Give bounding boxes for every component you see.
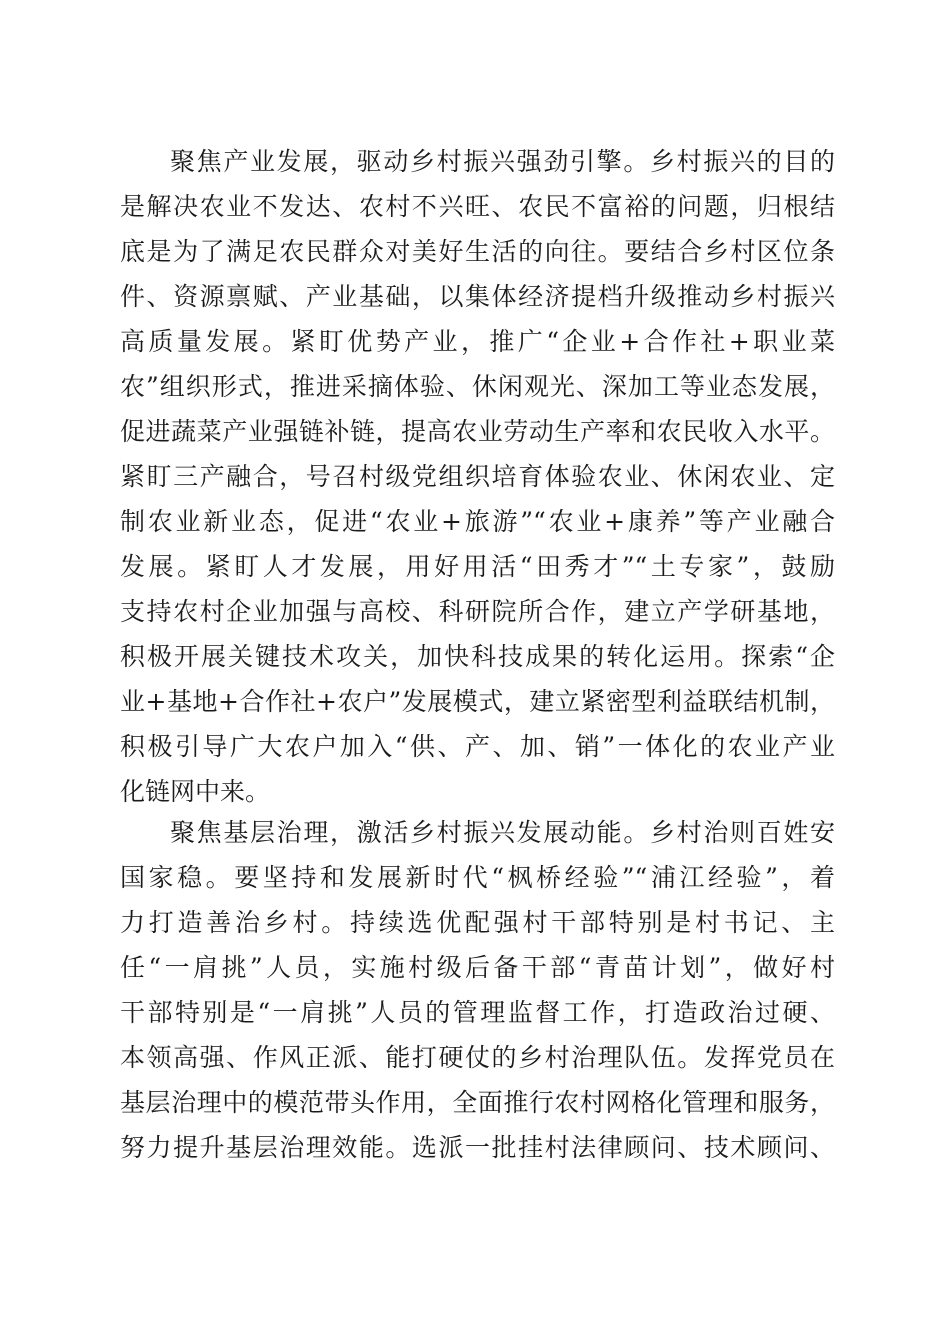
text-line: 促进蔬菜产业强链补链，提高农业劳动生产率和农民收入水平。 xyxy=(120,417,835,446)
text-line: 国家稳。要坚持和发展新时代“枫桥经验”“浦江经验”，着 xyxy=(120,863,835,892)
text-line: 力打造善治乡村。持续选优配强村干部特别是村书记、主 xyxy=(120,908,835,937)
text-line: 积极引导广大农户加入“供、产、加、销”一体化的农业产业 xyxy=(120,732,835,761)
text-line: 干部特别是“一肩挑”人员的管理监督工作，打造政治过硬、 xyxy=(120,998,835,1027)
text-line: 基层治理中的模范带头作用，全面推行农村网格化管理和服务， xyxy=(120,1088,835,1117)
text-line: 支持农村企业加强与高校、科研院所合作，建立产学研基地， xyxy=(120,597,835,626)
text-line: 是解决农业不发达、农村不兴旺、农民不富裕的问题，归根结 xyxy=(120,192,835,221)
text-line: 业+基地+合作社+农户”发展模式，建立紧密型利益联结机制， xyxy=(120,687,835,716)
text-line: 农”组织形式，推进采摘体验、休闲观光、深加工等业态发展， xyxy=(120,372,835,401)
text-line: 紧盯三产融合，号召村级党组织培育体验农业、休闲农业、定 xyxy=(120,462,835,491)
text-line: 化链网中来。 xyxy=(120,777,271,806)
text-line: 发展。紧盯人才发展，用好用活“田秀才”“土专家”，鼓励 xyxy=(120,552,835,581)
text-line: 任“一肩挑”人员，实施村级后备干部“青苗计划”，做好村 xyxy=(120,953,835,982)
text-line: 聚焦基层治理，激活乡村振兴发展动能。乡村治则百姓安 xyxy=(170,818,835,847)
text-line: 高质量发展。紧盯优势产业，推广“企业+合作社+职业菜 xyxy=(120,327,835,356)
text-line: 积极开展关键技术攻关，加快科技成果的转化运用。探索“企 xyxy=(120,642,835,671)
text-line: 底是为了满足农民群众对美好生活的向往。要结合乡村区位条 xyxy=(120,237,835,266)
text-line: 本领高强、作风正派、能打硬仗的乡村治理队伍。发挥党员在 xyxy=(120,1043,835,1072)
text-line: 努力提升基层治理效能。选派一批挂村法律顾问、技术顾问、 xyxy=(120,1133,835,1162)
text-line: 制农业新业态，促进“农业+旅游”“农业+康养”等产业融合 xyxy=(120,507,835,536)
text-line: 件、资源禀赋、产业基础，以集体经济提档升级推动乡村振兴 xyxy=(120,282,835,311)
text-line: 聚焦产业发展，驱动乡村振兴强劲引擎。乡村振兴的目的 xyxy=(170,147,835,176)
